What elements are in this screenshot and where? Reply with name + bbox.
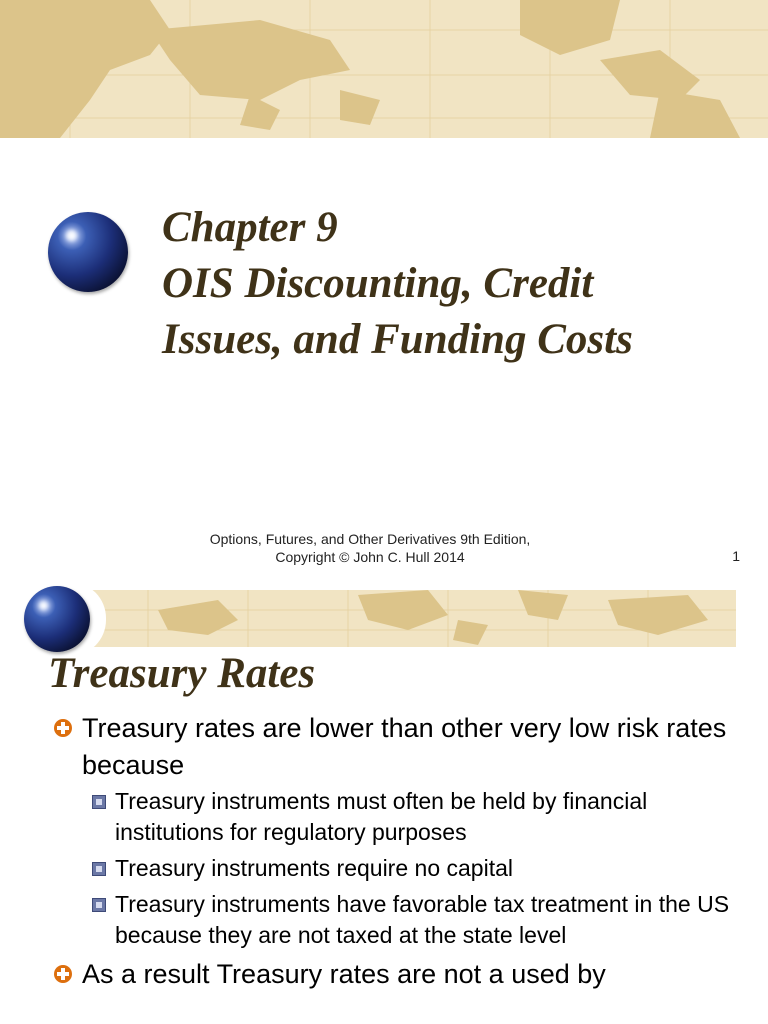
- orange-cross-bullet-icon: [54, 965, 72, 983]
- title-line: Chapter 9: [162, 204, 338, 251]
- list-item: [52, 889, 752, 951]
- title-line: OIS Discounting, Credit: [162, 260, 594, 307]
- list-item: [52, 710, 752, 784]
- slide-title: [162, 200, 752, 368]
- list-item: [52, 956, 752, 993]
- world-map-banner: [88, 590, 736, 647]
- sub-bullet-text: Treasury instruments must often be held by financial institutions for regulatory purposes: [115, 788, 648, 845]
- world-map-banner: [0, 0, 768, 138]
- bullet-list: [52, 710, 752, 995]
- slide-footer: [170, 530, 570, 566]
- square-bullet-icon: [92, 898, 106, 912]
- square-bullet-icon: [92, 862, 106, 876]
- title-line: Issues, and Funding Costs: [162, 316, 633, 363]
- list-item: [52, 853, 752, 884]
- orange-cross-bullet-icon: [54, 719, 72, 737]
- globe-icon: [24, 586, 90, 652]
- world-map-icon: [88, 590, 736, 647]
- sub-bullet-text: Treasury instruments have favorable tax treatment in the US because they are not taxed at the state level: [115, 891, 730, 948]
- world-map-icon: [0, 0, 768, 138]
- page-number: 1: [732, 548, 740, 564]
- square-bullet-icon: [92, 795, 106, 809]
- bullet-text: As a result Treasury rates are not a used by: [82, 959, 606, 989]
- globe-icon: [48, 212, 128, 292]
- slide-heading: Treasury Rates: [48, 650, 316, 697]
- content-slide: [0, 578, 768, 1024]
- bullet-text: Treasury rates are lower than other very low risk rates because: [82, 713, 727, 780]
- list-item: [52, 786, 752, 848]
- footer-line: Copyright © John C. Hull 2014: [275, 549, 465, 565]
- footer-line: Options, Futures, and Other Derivatives 9th Edition,: [209, 531, 531, 547]
- sub-bullet-text: Treasury instruments require no capital: [115, 855, 513, 881]
